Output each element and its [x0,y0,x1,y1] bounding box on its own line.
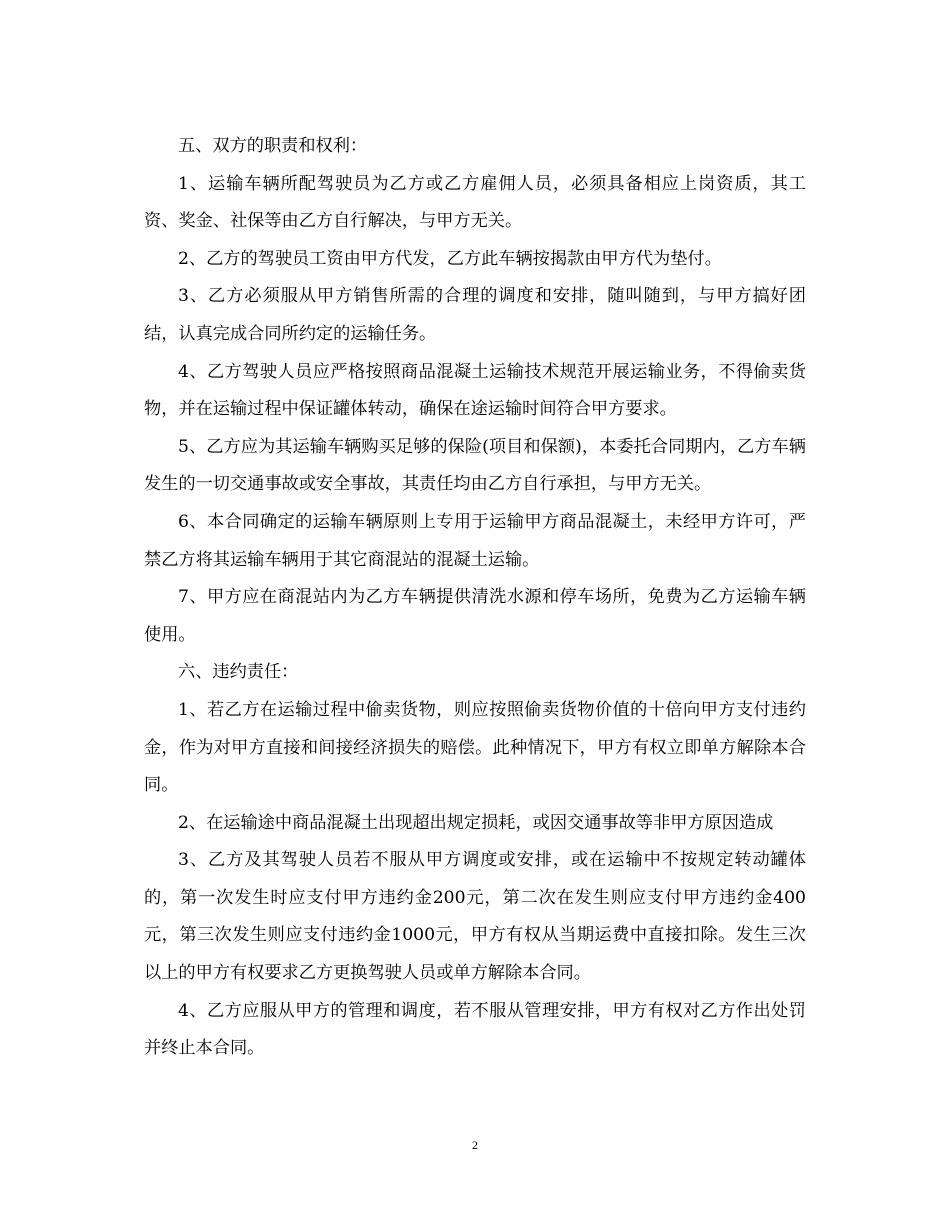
clause-paragraph: 3、乙方及其驾驶人员若不服从甲方调度或安排，或在运输中不按规定转动罐体的，第一次发生时应支付甲方违约金200元，第二次在发生则应支付甲方违约金400元，第三次发生则应支付违约金1000元，甲方有权从当期运费中直接扣除。发生三次以上的甲方有权要求乙方更换驾驶人员或单方解除本合同。 [144,850,806,984]
page-number: 2 [472,1138,478,1152]
clause-paragraph: 4、乙方驾驶人员应严格按照商品混凝土运输技术规范开展运输业务，不得偷卖货物，并在运输过程中保证罐体转动，确保在途运输时间符合甲方要求。 [144,361,806,420]
section-heading-breach-liability: 六、违约责任： [178,662,299,683]
clause-paragraph: 1、运输车辆所配驾驶员为乙方或乙方雇佣人员，必须具备相应上岗资质，其工资、奖金、社保等由乙方自行解决，与甲方无关。 [144,173,806,232]
clause-paragraph: 4、乙方应服从甲方的管理和调度，若不服从管理安排，甲方有权对乙方作出处罚并终止本合同。 [144,1000,806,1059]
clause-paragraph: 7、甲方应在商混站内为乙方车辆提供清洗水源和停车场所，免费为乙方运输车辆使用。 [144,587,806,645]
clause-paragraph: 2、在运输途中商品混凝土出现超出规定损耗，或因交通事故等非甲方原因造成 [178,812,774,833]
document-body [144,128,806,1068]
clause-paragraph: 6、本合同确定的运输车辆原则上专用于运输甲方商品混凝土，未经甲方许可，严禁乙方将其运输车辆用于其它商混站的混凝土运输。 [144,511,806,570]
section-heading-responsibilities: 五、双方的职责和权利： [178,136,368,156]
clause-paragraph: 2、乙方的驾驶员工资由甲方代发，乙方此车辆按揭款由甲方代为垫付。 [178,248,722,269]
clause-paragraph: 1、若乙方在运输过程中偷卖货物，则应按照偷卖货物价值的十倍向甲方支付违约金，作为对甲方直接和间接经济损失的赔偿。此种情况下，甲方有权立即单方解除本合同。 [144,699,806,796]
clause-paragraph: 3、乙方必须服从甲方销售所需的合理的调度和安排，随叫随到，与甲方搞好团结，认真完成合同所约定的运输任务。 [144,286,806,344]
clause-paragraph: 5、乙方应为其运输车辆购买足够的保险(项目和保额)，本委托合同期内，乙方车辆发生的一切交通事故或安全事故，其责任均由乙方自行承担，与甲方无关。 [144,436,806,495]
